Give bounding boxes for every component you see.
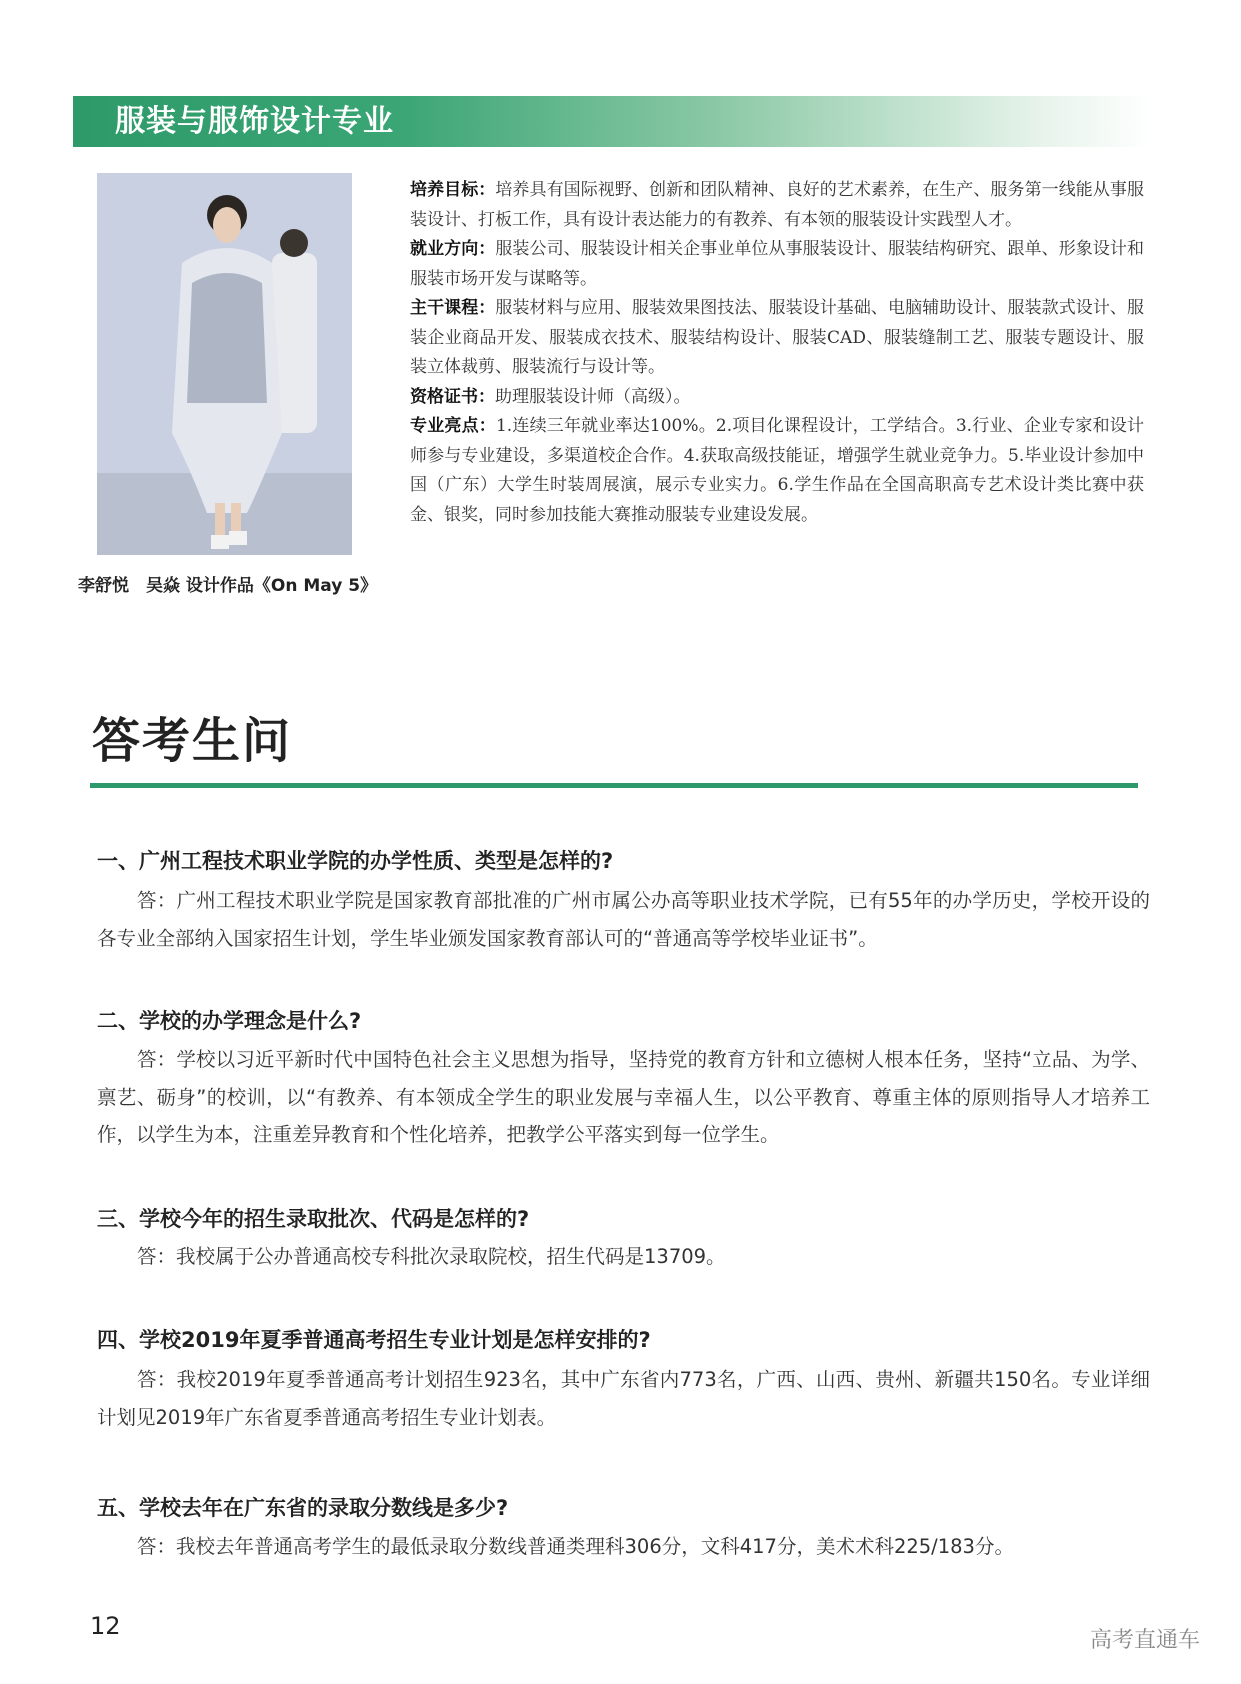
intro-label: 就业方向： (410, 239, 496, 259)
photo-caption: 李舒悦 吴焱 设计作品《On May 5》 (78, 576, 378, 596)
heading-divider (90, 783, 1138, 788)
intro-label: 主干课程： (410, 298, 496, 318)
brand-watermark: 高考直通车 (1090, 1628, 1201, 1653)
page-number: 12 (90, 1612, 121, 1640)
answer-4: 答：我校2019年夏季普通高考计划招生923名，其中广东省内773名，广西、山西、贵州、新疆共150名。专业详细计划见2019年广东省夏季普通高考招生专业计划表。 (97, 1368, 1150, 1429)
intro-label: 专业亮点： (410, 416, 496, 436)
intro-highlights: 专业亮点：1.连续三年就业率达100%。2.项目化课程设计，工学结合。3.行业、企业专家和设计师参与专业建设，多渠道校企合作。4.获取高级技能证，增强学生就业竞争力。5.毕业设计参加中国（广东）大学生时装周展演，展示专业实力。6.学生作品在全国高职高专艺术设计类比赛中获金、银奖，同时参加技能大赛推动服装专业建设发展。 (410, 416, 1144, 525)
intro-label: 培养目标： (410, 180, 496, 200)
intro-employment: 就业方向：服装公司、服装设计相关企事业单位从事服装设计、服装结构研究、跟单、形象设计和服装市场开发与谋略等。 (410, 239, 1145, 289)
answer-2: 答：学校以习近平新时代中国特色社会主义思想为指导，坚持党的教育方针和立德树人根本任务，坚持“立品、为学、禀艺、砺身”的校训，以“有教养、有本领成全学生的职业发展与幸福人生，以公平教育、尊重主体的原则指导人才培养工作，以学生为本，注重差异教育和个性化培养，把教学公平落实到每一位学生。 (97, 1048, 1150, 1146)
answer-3: 答：我校属于公办普通高校专科批次录取院校，招生代码是13709。 (137, 1245, 726, 1268)
qa-heading: 答考生问 (92, 713, 293, 769)
intro-label: 资格证书： (410, 386, 495, 407)
runway-photo (97, 173, 352, 555)
answer-1: 答：广州工程技术职业学院是国家教育部批准的广州市属公办高等职业技术学院，已有55年的办学历史，学校开设的各专业全部纳入国家招生计划，学生毕业颁发国家教育部认可的“普通高等学校毕业证书”。 (97, 889, 1150, 950)
question-1: 一、广州工程技术职业学院的办学性质、类型是怎样的? (97, 849, 614, 873)
question-3: 三、学校今年的招生录取批次、代码是怎样的? (97, 1207, 530, 1231)
question-4: 四、学校2019年夏季普通高考招生专业计划是怎样安排的? (97, 1328, 651, 1352)
runway-model-image (97, 173, 352, 555)
question-5: 五、学校去年在广东省的录取分数线是多少? (97, 1496, 509, 1520)
intro-courses: 主干课程：服装材料与应用、服装效果图技法、服装设计基础、电脑辅助设计、服装款式设计、服装企业商品开发、服装成衣技术、服装结构设计、服装CAD、服装缝制工艺、服装专题设计、服装立体裁剪、服装流行与设计等。 (410, 298, 1145, 377)
section-title: 服装与服饰设计专业 (115, 104, 394, 139)
major-description (410, 176, 1144, 530)
question-2: 二、学校的办学理念是什么? (97, 1009, 362, 1033)
answer-5: 答：我校去年普通高考学生的最低录取分数线普通类理科306分，文科417分，美术术科225/183分。 (137, 1535, 1014, 1558)
intro-goal: 培养目标：培养具有国际视野、创新和团队精神、良好的艺术素养，在生产、服务第一线能从事服装设计、打板工作，具有设计表达能力的有教养、有本领的服装设计实践型人才。 (410, 180, 1145, 230)
intro-certificate: 资格证书：助理服装设计师（高级）。 (410, 386, 691, 407)
